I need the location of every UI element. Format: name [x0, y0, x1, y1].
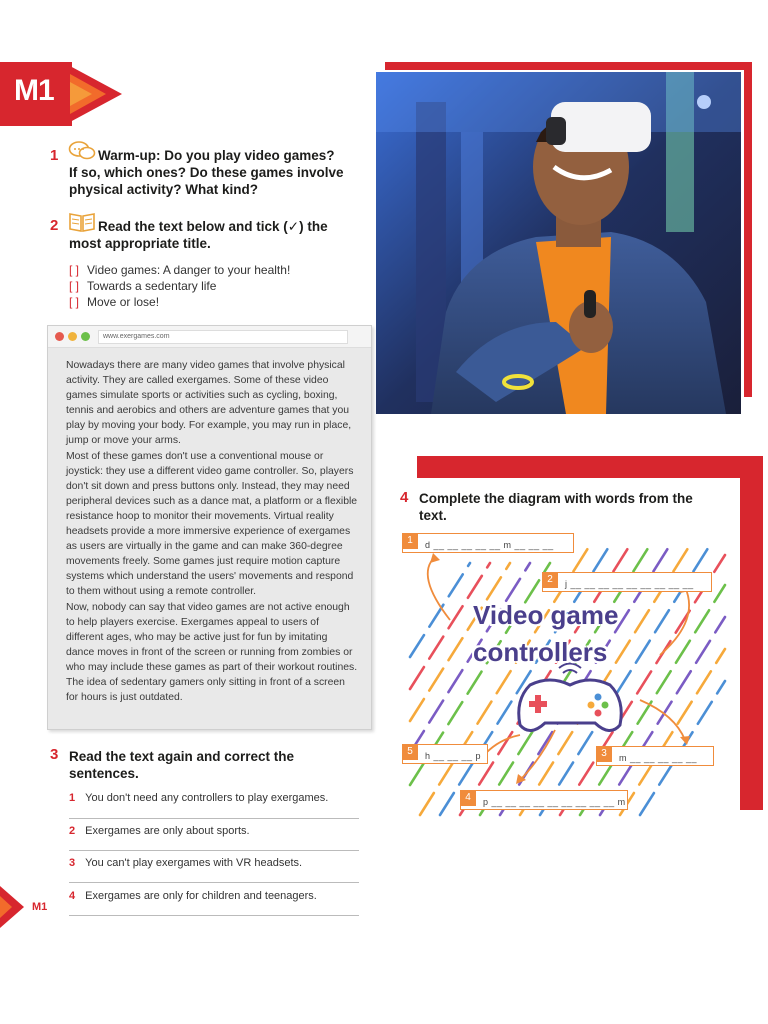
q4-line-2: text. — [419, 508, 447, 523]
q2-option-3[interactable] — [69, 294, 159, 310]
q2-number: 2 — [50, 217, 59, 234]
q1-number: 1 — [50, 147, 59, 164]
address-bar: www.exergames.com — [98, 330, 348, 344]
tick-box[interactable]: [ ] — [69, 295, 80, 309]
maximize-dot-icon — [81, 332, 90, 341]
q3-item-2: 2 Exergames are only about sports. — [69, 825, 250, 837]
q3-number: 3 — [50, 746, 59, 763]
answer-line[interactable] — [69, 850, 359, 851]
diagram-frame-right — [740, 456, 763, 810]
unit-tab-label: M1 — [14, 74, 54, 107]
article-paragraph-2: Most of these games don't use a conventional mouse or joystick: they use a different video game controller. So, players don't sit down and press buttons only. Instead, they may need peripheral devices such as a dance mat, a platform or a flexible resistance hoop to monitor their movements. Virtual reality headsets provide a more immersive experience of exergames as users are virtually in the game and can make 360-degree movements freely. Some games just require motion capture systems which understand the users' movements and respond to them without using a remote controller. — [66, 450, 358, 598]
browser-window — [47, 325, 372, 730]
article-text — [66, 358, 358, 705]
q2-option-1[interactable] — [69, 262, 290, 278]
q2-option-label: Move or lose! — [87, 295, 160, 309]
q3-item-1: 1 You don't need any controllers to play exergames. — [69, 792, 329, 804]
q4-line-1: Complete the diagram with words from the — [419, 491, 693, 506]
q2-option-label: Video games: A danger to your health! — [87, 263, 291, 277]
article-paragraph-1: Nowadays there are many video games that involve physical activity. They are called exergames. Some of these video games simulate sports or activities such as cycling, boxing, tennis and aerobics and others are adventure games that you play by moving your body. For example, you may run in place, jump or move your arms. — [66, 360, 352, 447]
q1-line-1: Warm-up: Do you play video games? — [98, 148, 335, 163]
diagram-label-5[interactable]: 5 h __ __ __ p — [402, 744, 488, 764]
article-paragraph-3: Now, nobody can say that video games are not active enough to help players exercise. Exergames appeal to users of different ages, who may be active just for fun by imitating dance moves in front of the screen or running from zombies or who may include these games as part of their workout routines. The idea of sedentary gamers only sitting in front of a screen for hours is just outdated. — [66, 601, 358, 704]
q2-line-2: most appropriate title. — [69, 236, 211, 251]
q1-line-2: If so, which ones? Do these games involve — [69, 165, 344, 180]
q1-line-3: physical activity? What kind? — [69, 182, 259, 197]
q3-line-2: sentences. — [69, 766, 139, 781]
tick-box[interactable]: [ ] — [69, 279, 80, 293]
diagram-stripes — [400, 525, 740, 825]
minimize-dot-icon — [68, 332, 77, 341]
diagram-frame-top — [417, 456, 763, 478]
diagram-label-3[interactable]: 3 m __ __ __ __ __ — [596, 746, 714, 766]
book-icon — [68, 211, 96, 233]
browser-toolbar — [48, 326, 371, 348]
q2-line-1: Read the text below and tick (✓) the — [98, 219, 328, 234]
footer-arrow-icon — [0, 886, 24, 928]
fill-blank-field[interactable]: j __ __ __ __ __ __ __ __ __ — [565, 579, 694, 589]
diagram-title-line-2: controllers — [473, 637, 608, 667]
unit-tab-arrow-icon — [70, 66, 122, 122]
diagram-label-2[interactable]: 2 j __ __ __ __ __ __ __ __ __ — [542, 572, 712, 592]
vr-player-photo — [376, 72, 741, 414]
speech-bubble-icon — [68, 140, 96, 162]
q2-option-2[interactable] — [69, 278, 216, 294]
photo-frame-top — [385, 62, 752, 70]
footer-unit-label: M1 — [32, 901, 48, 913]
q4-number: 4 — [400, 489, 409, 506]
q3-item-3: 3 You can't play exergames with VR headsets. — [69, 857, 303, 869]
q3-item-4: 4 Exergames are only for children and teenagers. — [69, 890, 317, 902]
answer-line[interactable] — [69, 915, 359, 916]
controller-diagram — [400, 525, 740, 825]
q2-option-label: Towards a sedentary life — [87, 279, 217, 293]
q3-line-1: Read the text again and correct the — [69, 749, 295, 764]
answer-line[interactable] — [69, 818, 359, 819]
fill-blank-field[interactable]: h __ __ __ p — [425, 751, 482, 761]
close-dot-icon — [55, 332, 64, 341]
fill-blank-field[interactable]: m __ __ __ __ __ — [619, 753, 698, 763]
diagram-label-1[interactable]: 1 d __ __ __ __ __ m __ __ __ — [402, 533, 574, 553]
photo-frame-right — [744, 62, 752, 397]
fill-blank-field[interactable]: d __ __ __ __ __ m __ __ __ — [425, 540, 554, 550]
answer-line[interactable] — [69, 882, 359, 883]
fill-blank-field[interactable]: p __ __ __ __ __ __ __ __ __ m — [483, 797, 626, 807]
diagram-title-line-1: Video game — [473, 600, 619, 630]
tick-box[interactable]: [ ] — [69, 263, 80, 277]
diagram-label-4[interactable]: 4 p __ __ __ __ __ __ __ __ __ m — [460, 790, 628, 810]
